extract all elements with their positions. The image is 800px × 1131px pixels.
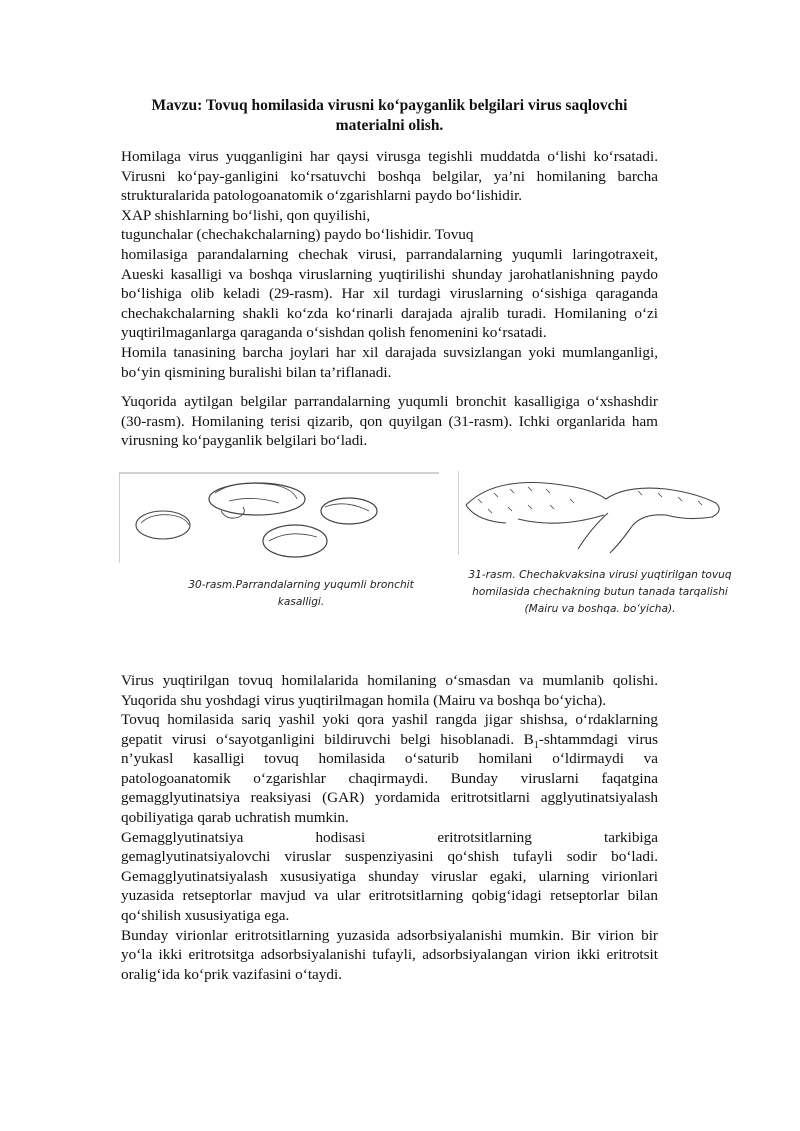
paragraph-6-text-a: Tovuq homilasida sariq yashil yoki qora yashil rangda jigar shishsa, o‘rdaklarning gepatit virusi o‘sayotganligini bildiruvchi belgi hisoblanadi. B [121,711,658,748]
paragraph-6 [121,710,658,828]
figure-31-image [458,469,733,557]
figure-30-caption-line-1: 30-rasm.Parrandalarning yuqumli bronchit [188,578,414,591]
paragraph-7-rest: gemaglyutinatsiyalovchi viruslar suspenziyasini qo‘shish tufayli sodir bo‘ladi. Gemagglyutinatsiyalash xususiyatiga shunday viruslar egaki, ularning virionlari yuzasida retseptorlar mavjud va ular eritrotsitlarning qobig‘idagi retseptorlar bilan qo‘shilish xususiyatiga ega. [121,848,658,925]
figure-30-image [119,471,441,565]
paragraph-2-line-2: tugunchalar (chechakchalarning) paydo bo‘lishidir. Tovuq [121,226,474,244]
paragraph-2 [121,206,658,343]
document-page [121,96,732,984]
paragraph-2-line-1: XAP shishlarning bo‘lishi, qon quyilishi, [121,206,371,224]
figure-31-caption-line-2: homilasida chechakning butun tanada tarqalishi [472,585,728,598]
figure-31-caption-line-3: (Mairu va boshqa. bo‘yicha). [524,602,676,615]
paragraph-4: Yuqorida aytilgan belgilar parrandalarning yuqumli bronchit kasalligiga o‘xshashdir (30-rasm). Homilaning terisi qizarib, qon quyilgan (31-rasm). Ichki organlarida ham virusning ko‘payganlik belgilari bo‘ladi. [121,393,658,450]
paragraph-5: Virus yuqtirilgan tovuq homilalarida homilaning o‘smasdan va mumlanib qolishi. Yuqorida shu yoshdagi virus yuqtirilmagan homila (Mairu va boshqa bo‘yicha). [121,671,658,709]
paragraph-1: Homilaga virus yuqganligini har qaysi virusga tegishli muddatda o‘lishi ko‘rsatadi. Virusni ko‘pay-ganligini ko‘rsatuvchi boshqa belgilar, ya’ni homilaning barcha strukturalarida patologoanatomik o‘zgarishlarni paydo bo‘lishidir. [121,148,658,205]
paragraph-6-text-b: -shtammdagi virus n’yukasl kasalligi tovuq homilasida o‘saturib homilani o‘ldirmaydi va patologoanatomik o‘zgarishlar chaqirmaydi. Bunday viruslarni faqatgina gemagglyutinatsiya reaksiyasi (GAR) yordamida eritrotsitlarni agglyutinatsiyalash qobiliyatiga qarab uchratish mumkin. [121,730,659,827]
document-title: Mavzu: Tovuq homilasida virusni ko‘payganlik belgilari virus saqlovchi materialni olish. [151,97,628,134]
paragraph-6-subscript: 1 [533,739,539,751]
paragraph-7-line-1: Gemagglyutinatsiya hodisasi eritrotsitlarning tarkibiga [121,828,658,846]
figures-row [119,469,732,661]
paragraph-3: Homila tanasining barcha joylari har xil darajada suvsizlangan yoki mumlanganligi, bo‘yin qismining buralishi bilan ta’riflanadi. [121,343,658,381]
figure-30-caption [155,577,447,611]
paragraph-8: Bunday virionlar eritrotsitlarning yuzasida adsorbsiyalanishi mumkin. Bir virion bir yo‘la ikki eritrotsitga adsorbsiyalanishi tufayli, adsorbsiyalangan virion ikki eritrotsit oralig‘ida ko‘prik vazifasini o‘taydi. [121,926,658,983]
figure-31-caption-line-1: 31-rasm. Chechakvaksina virusi yuqtirilgan tovuq [468,568,732,581]
paragraph-7 [121,828,658,926]
figure-30-caption-line-2: kasalligi. [277,595,325,608]
paragraph-2-rest: homilasiga parandalarning chechak virusi, parrandalarning yuqumli laringotraxeit, Aueski kasalligi va boshqa viruslarning yuqtirilishi shunday jarohatlanishning paydo bo‘lishiga olib keladi (29-rasm). Har xil turdagi viruslarning o‘sishiga qaraganda chechakchalarning shakli ko‘zda ko‘rinarli darajada ajralib turadi. Homilaning o‘zi yuqtirilmaganlarga qaraganda o‘sishdan qolish fenomenini ko‘rsatadi. [121,245,658,342]
figure-31-caption [459,567,741,618]
